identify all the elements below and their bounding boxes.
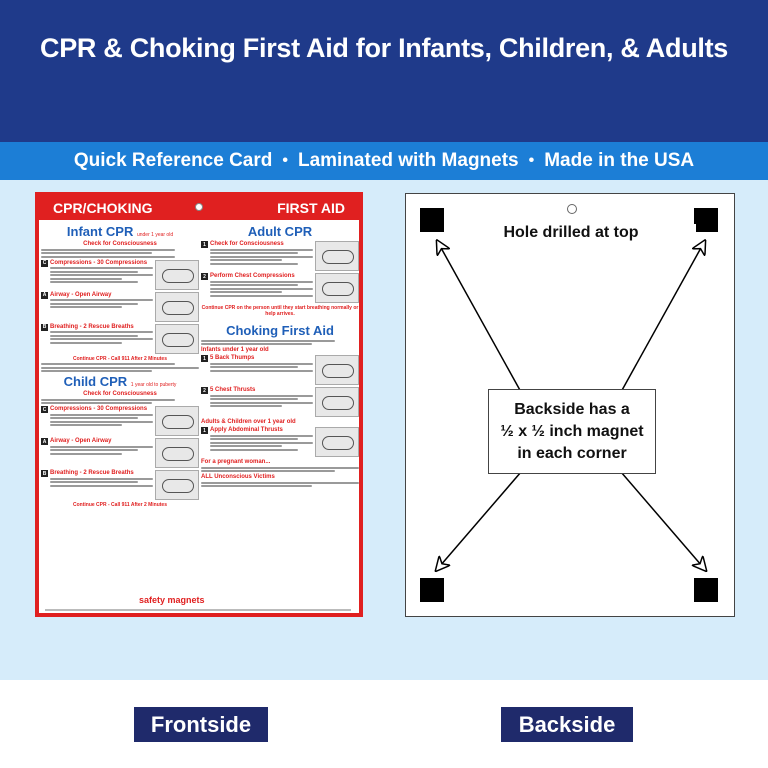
adult-check-illustration	[315, 241, 359, 271]
choking-unconscious-heading: ALL Unconscious Victims	[201, 474, 275, 480]
magnet-note-line-1: Backside has a	[514, 400, 630, 418]
infant-compression-illustration	[155, 260, 199, 290]
choking-step-abdominal: 1 Apply Abdominal Thrusts	[201, 427, 359, 457]
child-airway-illustration	[155, 438, 199, 468]
magnet-top-right	[694, 208, 718, 232]
right-column	[201, 222, 359, 489]
child-compression-illustration	[155, 406, 199, 436]
bottom-background	[0, 680, 768, 768]
choking-infants-heading: Infants under 1 year old	[201, 347, 269, 353]
separator-dot: •	[528, 152, 535, 169]
hanging-hole	[195, 203, 203, 211]
choking-pregnant-heading: For a pregnant woman...	[201, 459, 271, 465]
magnet-bottom-left	[420, 578, 444, 602]
magnet-note-line-3: in each corner	[517, 444, 627, 462]
feature-made-in-usa: Made in the USA	[544, 150, 695, 171]
child-step-compressions: C Compressions - 30 Compressions	[41, 406, 199, 436]
fine-print	[45, 609, 351, 611]
back-thumps-illustration	[315, 355, 359, 385]
choking-adults-heading: Adults & Children over 1 year old	[201, 419, 296, 425]
backside-label: Backside	[501, 707, 633, 742]
chest-thrusts-illustration	[315, 387, 359, 417]
infant-step-breathing: B Breathing - 2 Rescue Breaths	[41, 324, 199, 354]
brand-logo: safety magnets	[139, 595, 205, 605]
frontside-label: Frontside	[134, 707, 268, 742]
adult-cpr-title: Adult CPR	[247, 224, 313, 239]
infant-breathing-illustration	[155, 324, 199, 354]
choking-step-chest-thrusts: 2 5 Chest Thrusts	[201, 387, 359, 417]
adult-step-check: 1 Check for Consciousness	[201, 241, 359, 271]
feature-quick-reference: Quick Reference Card	[73, 150, 273, 171]
adult-continue-note: Continue CPR on the person until they start breathing normally or help arrives.	[201, 305, 359, 317]
header-cpr-choking: CPR/CHOKING	[53, 200, 153, 216]
infant-cpr-title: Infant CPR under 1 year old	[66, 224, 174, 239]
arrow-top-left	[440, 246, 521, 392]
page-title: CPR & Choking First Aid for Infants, Children, & Adults	[40, 32, 728, 63]
arrow-bottom-right	[621, 472, 702, 566]
infant-check-consciousness: Check for Consciousness	[83, 241, 157, 247]
abdominal-thrusts-illustration	[315, 427, 359, 457]
magnet-bottom-right	[694, 578, 718, 602]
separator-dot: •	[282, 152, 288, 169]
child-step-breathing: B Breathing - 2 Rescue Breaths	[41, 470, 199, 500]
adult-step-compressions: 2 Perform Chest Compressions	[201, 273, 359, 303]
back-card	[405, 193, 735, 617]
infant-step-airway: A Airway - Open Airway	[41, 292, 199, 322]
front-card	[35, 192, 363, 617]
magnet-note-box	[488, 389, 656, 474]
arrow-bottom-left	[440, 472, 521, 566]
choking-first-aid-title: Choking First Aid	[226, 323, 334, 338]
arrow-top-right	[621, 246, 702, 392]
infant-continue-cpr: Continue CPR - Call 911 After 2 Minutes	[73, 355, 167, 362]
child-breathing-illustration	[155, 470, 199, 500]
magnet-top-left	[420, 208, 444, 232]
child-step-airway: A Airway - Open Airway	[41, 438, 199, 468]
magnet-note-line-2: ½ x ½ inch magnet	[500, 422, 644, 440]
child-continue-cpr: Continue CPR - Call 911 After 2 Minutes	[73, 502, 167, 508]
feature-bar	[0, 142, 768, 180]
header-first-aid: FIRST AID	[277, 200, 345, 216]
feature-laminated: Laminated with Magnets	[297, 150, 519, 171]
infant-step-compressions: C Compressions - 30 Compressions	[41, 260, 199, 290]
hole-drilled-label: Hole drilled at top	[446, 224, 696, 242]
drilled-hole	[567, 204, 577, 214]
adult-compression-illustration	[315, 273, 359, 303]
infant-airway-illustration	[155, 292, 199, 322]
left-column	[41, 222, 199, 508]
choking-step-back-thumps: 1 5 Back Thumps	[201, 355, 359, 385]
child-cpr-title: Child CPR 1 year old to puberty	[63, 374, 177, 389]
child-check-consciousness: Check for Consciousness	[83, 391, 157, 397]
